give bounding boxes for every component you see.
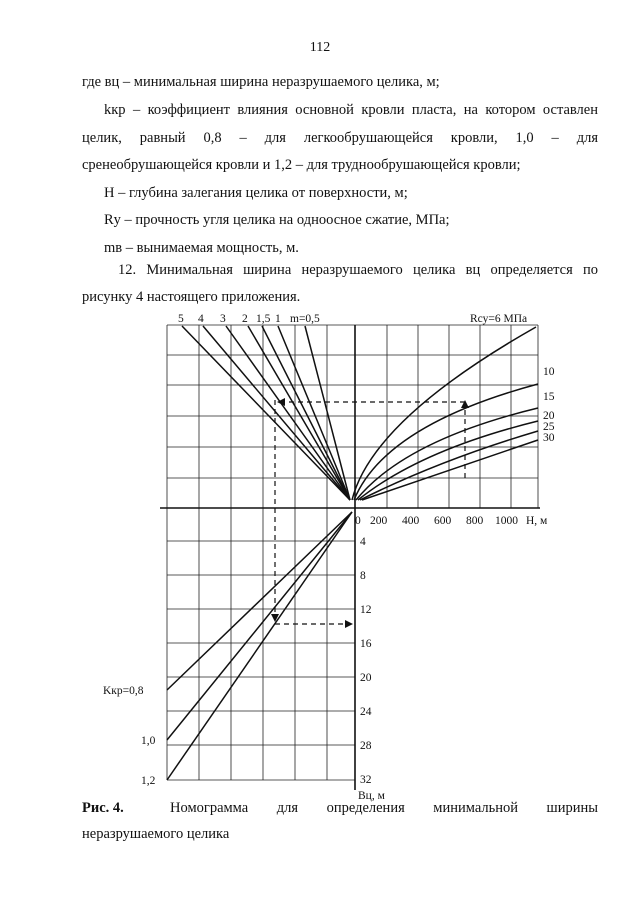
r-label-6: Rсу=6 МПа xyxy=(470,313,528,325)
b-tick-20: 20 xyxy=(360,672,372,684)
b-tick-4: 4 xyxy=(360,536,366,548)
definition-k-line3: сренеобрушающейся кровли и 1,2 – для труднообрушающейся кровли; xyxy=(82,157,521,173)
m-lines xyxy=(182,326,350,500)
h-axis-label: H, м xyxy=(526,515,548,527)
h-tick-800: 800 xyxy=(466,515,484,527)
b-tick-16: 16 xyxy=(360,638,372,650)
k-label-1-0: 1,0 xyxy=(141,735,156,747)
definition-h: H – глубина залегания целика от поверхности, м; xyxy=(104,185,408,201)
k-label-0-8: Kкр=0,8 xyxy=(103,685,144,697)
h-tick-1000: 1000 xyxy=(495,515,518,527)
r-label-25: 25 xyxy=(543,421,555,433)
b-tick-28: 28 xyxy=(360,740,372,752)
m-label-2: 2 xyxy=(242,313,248,325)
paragraph-12-line1: 12. Минимальная ширина неразрушаемого целика вц определяется по xyxy=(118,262,598,278)
h-tick-600: 600 xyxy=(434,515,452,527)
paragraph-12-line2: рисунку 4 настоящего приложения. xyxy=(82,289,301,305)
r-label-15: 15 xyxy=(543,391,555,403)
figure-caption-line1: Номограмма для определения минимальной ширины xyxy=(170,800,598,816)
r-curves xyxy=(352,327,538,500)
definition-k-line2: целик, равный 0,8 – для легкообрушающейся кровли, 1,0 – для xyxy=(82,130,598,146)
b-tick-8: 8 xyxy=(360,570,366,582)
b-axis-label: Вц, м xyxy=(358,790,385,802)
m-label-3: 3 xyxy=(220,313,226,325)
h-tick-0: 0 xyxy=(355,515,361,527)
m-label-4: 4 xyxy=(198,313,204,325)
r-label-20: 20 xyxy=(543,410,555,422)
definition-k-line1: kкр – коэффициент влияния основной кровли пласта, на котором оставлен xyxy=(104,102,598,118)
r-label-30: 30 xyxy=(543,432,555,444)
nomogram-grid xyxy=(167,325,538,780)
h-tick-200: 200 xyxy=(370,515,388,527)
b-tick-32: 32 xyxy=(360,774,372,786)
b-tick-12: 12 xyxy=(360,604,372,616)
definition-m: mв – вынимаемая мощность, м. xyxy=(104,240,299,256)
b-tick-24: 24 xyxy=(360,706,372,718)
definition-r: Rу – прочность угля целика на одноосное сжатие, МПа; xyxy=(104,212,450,228)
h-tick-400: 400 xyxy=(402,515,420,527)
figure-label: Рис. 4. xyxy=(82,800,124,816)
nomogram-axes xyxy=(160,325,540,790)
k-label-1-2: 1,2 xyxy=(141,775,156,787)
page-number: 112 xyxy=(309,40,331,55)
m-label-5: 5 xyxy=(178,313,184,325)
definition-b: где вц – минимальная ширина неразрушаемого целика, м; xyxy=(82,74,440,90)
m-label-1-5: 1,5 xyxy=(256,313,271,325)
figure-caption-line2: неразрушаемого целика xyxy=(82,826,230,842)
example-arrows xyxy=(271,398,469,628)
r-label-10: 10 xyxy=(543,366,555,378)
k-lines xyxy=(167,512,352,780)
m-label-1: 1 xyxy=(275,313,281,325)
m-label-0-5: m=0,5 xyxy=(290,313,320,325)
